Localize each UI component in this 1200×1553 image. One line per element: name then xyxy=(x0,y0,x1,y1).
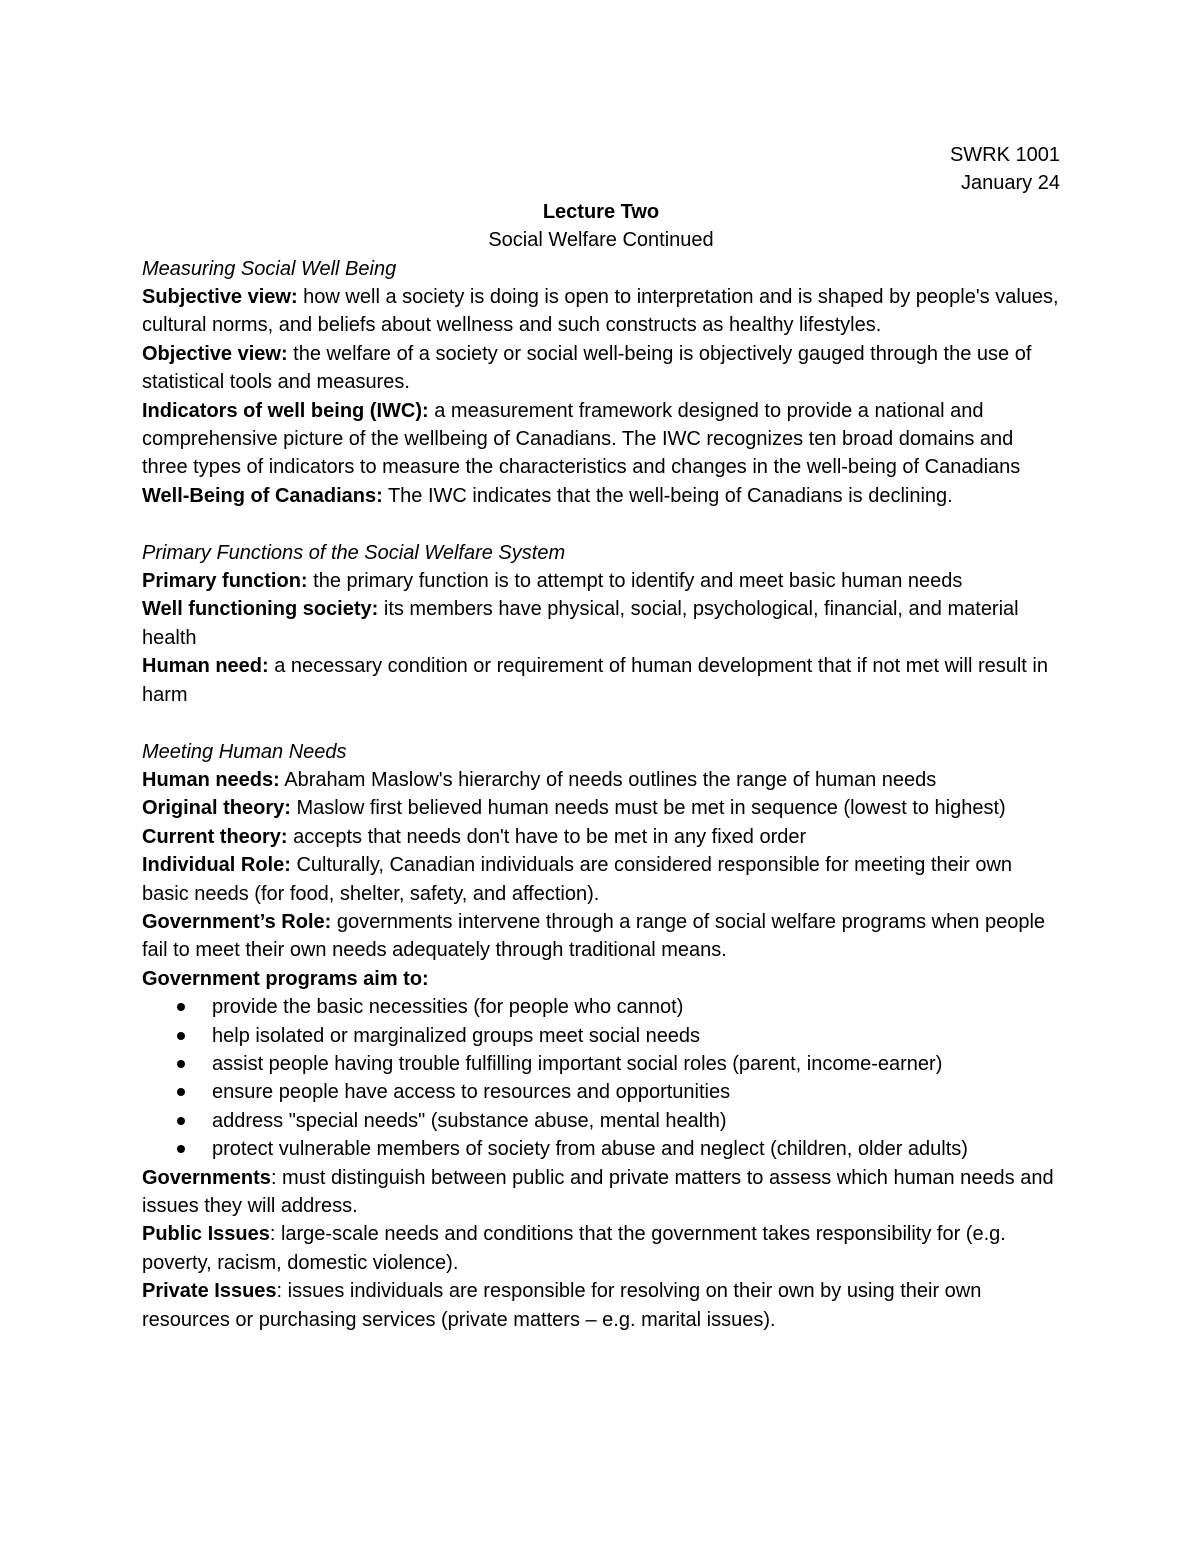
section-heading-measuring: Measuring Social Well Being xyxy=(142,257,397,280)
entry-term: Governments xyxy=(142,1166,271,1189)
entry-term: Indicators of well being (IWC): xyxy=(142,399,429,422)
entry-text: : must distinguish between public and private matters to assess which human needs and issues they will address. xyxy=(142,1166,1054,1217)
entry-text: a necessary condition or requirement of human development that if not met will result in harm xyxy=(142,655,1048,706)
entry-term: Current theory: xyxy=(142,825,288,848)
entry-private-issues xyxy=(142,1277,1060,1334)
lecture-title: Lecture Two xyxy=(542,200,660,223)
entry-individual-role xyxy=(142,851,1060,908)
document-page xyxy=(142,141,1060,1334)
entry-text: governments intervene through a range of social welfare programs when people fail to meet their own needs adequately through traditional means. xyxy=(142,910,1046,962)
entry-indicators xyxy=(142,397,1060,482)
programs-list xyxy=(142,993,1060,1163)
entry-term: Well-Being of Canadians: xyxy=(142,484,383,507)
programs-heading: Government programs aim to: xyxy=(142,967,429,990)
entry-text: : large-scale needs and conditions that the government takes responsibility for (e.g. poverty, racism, domestic violence). xyxy=(142,1223,1006,1274)
entry-subjective-view xyxy=(142,283,1060,340)
entry-text: its members have physical, social, psychological, financial, and material health xyxy=(142,598,1019,649)
entry-public-issues xyxy=(142,1220,1060,1277)
list-item: help isolated or marginalized groups meet social needs xyxy=(142,1022,1060,1050)
entry-text: accepts that needs don't have to be met in any fixed order xyxy=(287,825,807,848)
entry-text: Culturally, Canadian individuals are considered responsible for meeting their own basic needs (for food, shelter, safety, and affection). xyxy=(142,854,1013,905)
entry-text: the welfare of a society or social well-being is objectively gauged through the use of statistical tools and measures. xyxy=(142,342,1032,394)
entry-term: Human needs: xyxy=(142,768,280,791)
entry-text: The IWC indicates that the well-being of Canadians is declining. xyxy=(382,484,953,507)
entry-human-need xyxy=(142,652,1060,709)
entry-term: Subjective view: xyxy=(142,286,298,309)
entry-term: Government’s Role: xyxy=(142,910,332,933)
entry-term: Primary function: xyxy=(142,570,308,593)
entry-term: Objective view: xyxy=(142,342,288,365)
entry-term: Original theory: xyxy=(142,797,291,820)
entry-text: a measurement framework designed to provide a national and comprehensive picture of the wellbeing of Canadians. The IWC recognizes ten broad domains and three types of indicators to measure the characteristics and changes in the well-being of Canadians xyxy=(142,399,1021,479)
spacer xyxy=(142,510,1060,538)
entry-primary-function xyxy=(142,567,1060,595)
entry-text: the primary function is to attempt to identify and meet basic human needs xyxy=(307,570,963,593)
entry-original-theory xyxy=(142,794,1060,822)
entry-human-needs xyxy=(142,766,1060,794)
entry-well-being xyxy=(142,482,1060,510)
entry-text: how well a society is doing is open to interpretation and is shaped by people's values, cultural norms, and beliefs about wellness and such constructs as healthy lifestyles. xyxy=(142,286,1059,337)
section-heading-primary-functions: Primary Functions of the Social Welfare System xyxy=(142,541,566,564)
list-item: provide the basic necessities (for people who cannot) xyxy=(142,993,1060,1021)
entry-text: Maslow first believed human needs must be met in sequence (lowest to highest) xyxy=(290,797,1006,820)
entry-term: Public Issues xyxy=(142,1223,270,1246)
entry-governments xyxy=(142,1164,1060,1221)
spacer xyxy=(142,709,1060,737)
list-item: protect vulnerable members of society from abuse and neglect (children, older adults) xyxy=(142,1135,1060,1163)
entry-term: Well functioning society: xyxy=(142,598,379,621)
lecture-subtitle: Social Welfare Continued xyxy=(488,229,714,252)
entry-text: Abraham Maslow's hierarchy of needs outlines the range of human needs xyxy=(279,768,937,791)
list-item: address "special needs" (substance abuse, mental health) xyxy=(142,1107,1060,1135)
course-code: SWRK 1001 xyxy=(949,144,1060,166)
section-heading-meeting-needs: Meeting Human Needs xyxy=(142,740,347,763)
entry-well-functioning-society xyxy=(142,595,1060,652)
entry-text: : issues individuals are responsible for resolving on their own by using their own resources or purchasing services (private matters – e.g. marital issues). xyxy=(142,1280,982,1331)
entry-term: Private Issues xyxy=(142,1280,277,1303)
entry-objective-view xyxy=(142,340,1060,397)
entry-government-role xyxy=(142,908,1060,965)
list-item: ensure people have access to resources and opportunities xyxy=(142,1078,1060,1106)
list-item: assist people having trouble fulfilling important social roles (parent, income-earner) xyxy=(142,1050,1060,1078)
entry-current-theory xyxy=(142,823,1060,851)
entry-term: Human need: xyxy=(142,655,269,678)
lecture-date: January 24 xyxy=(961,172,1060,195)
entry-term: Individual Role: xyxy=(142,854,291,877)
